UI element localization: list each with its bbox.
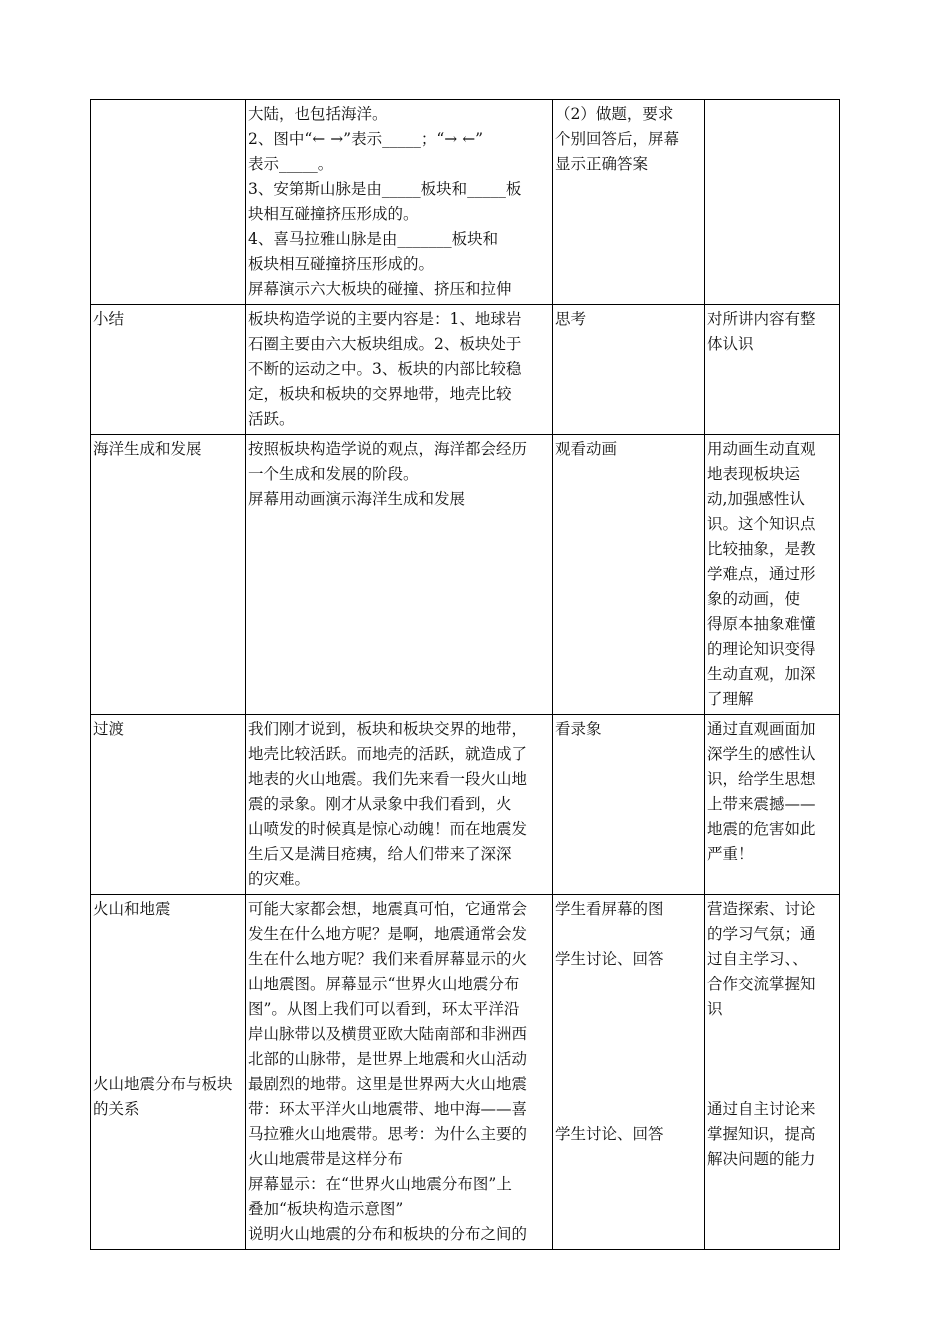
design-intent-cell [705,100,840,305]
student-activity-cell [553,305,705,435]
teacher-activity-cell [246,435,553,715]
spacer [555,1047,701,1122]
spacer [93,997,242,1072]
text-line: 2、图中“← →”表示_____；“→ ←” [248,130,484,148]
design-intent-cell [705,435,840,715]
text-line: 一个生成和发展的阶段。 [248,465,419,483]
student-activity-cell [553,100,705,305]
student-activity-cell [553,895,705,1250]
topic-label: 火山和地震 [93,900,171,918]
text-line: 对所讲内容有整 [707,310,816,328]
text-line: 叠加“板块构造示意图” [248,1200,404,1218]
teacher-activity-cell [246,715,553,895]
text-line: 动,加强感性认 [707,490,805,508]
spacer [707,1022,836,1097]
table-row [91,305,840,435]
table-row [91,100,840,305]
text-line: 的灾难。 [248,870,311,888]
text-line: （2）做题，要求 [555,105,674,123]
text-line: 象的动画，使 [707,590,801,608]
topic-cell [91,895,246,1250]
text-line: 石圈主要由六大板块组成。2、板块处于 [248,335,522,353]
topic-cell [91,100,246,305]
text-line: 掌握知识，提高 [707,1125,816,1143]
topic-label: 火山地震分布与板块 [93,1075,233,1093]
text-line: 带：环太平洋火山地震带、地中海——喜 [248,1100,528,1118]
text-line: 马拉雅火山地震带。思考：为什么主要的 [248,1125,528,1143]
text-line: 通过自主讨论来 [707,1100,816,1118]
text-line: 得原本抽象难懂 [707,615,816,633]
design-intent-cell [705,715,840,895]
text-line: 识。这个知识点 [707,515,816,533]
text-line: 定，板块和板块的交界地带，地壳比较 [248,385,512,403]
student-activity-cell [553,715,705,895]
text-line: 过自主学习、、 [707,950,808,968]
text-line: 不断的运动之中。3、板块的内部比较稳 [248,360,522,378]
text-line: 块相互碰撞挤压形成的。 [248,205,419,223]
text-line: 最剧烈的地带。这里是世界两大火山地震 [248,1075,528,1093]
text-line: 上带来震撼—— [707,795,816,813]
text-line: 说明火山地震的分布和板块的分布之间的 [248,1225,528,1243]
topic-label: 的关系 [93,1100,140,1118]
table-row [91,715,840,895]
text-line: 岸山脉带以及横贯亚欧大陆南部和非洲西 [248,1025,528,1043]
lesson-plan-table-page [90,99,839,1250]
text-line: 用动画生动直观 [707,440,816,458]
text-line: 的学习气氛；通 [707,925,816,943]
text-line: 屏幕用动画演示海洋生成和发展 [248,490,466,508]
text-line: 了理解 [707,690,754,708]
topic-label: 过渡 [93,720,125,738]
text-line: 可能大家都会想，地震真可怕，它通常会 [248,900,528,918]
text-line: 山地震图。屏幕显示“世界火山地震分布 [248,975,520,993]
text-line: 板块相互碰撞挤压形成的。 [248,255,435,273]
text-line: 地表的火山地震。我们先来看一段火山地 [248,770,528,788]
text-line: 个别回答后，屏幕 [555,130,680,148]
text-line: 解决问题的能力 [707,1150,816,1168]
text-line: 营造探索、讨论 [707,900,816,918]
text-line: 深学生的感性认 [707,745,816,763]
table-row [91,435,840,715]
text-line: 严重！ [707,845,754,863]
text-line: 体认识 [707,335,754,353]
teacher-activity-cell [246,100,553,305]
text-line: 活跃。 [248,410,295,428]
text-line: 屏幕显示：在“世界火山地震分布图”上 [248,1175,512,1193]
text-line: 板块构造学说的主要内容是：1、地球岩 [248,310,522,328]
text-line: 地表现板块运 [707,465,801,483]
text-line: 的理论知识变得 [707,640,816,658]
topic-cell [91,305,246,435]
text-line: 显示正确答案 [555,155,649,173]
text-line: 大陆，也包括海洋。 [248,105,388,123]
design-intent-cell [705,305,840,435]
text-line: 学生看屏幕的图 [555,900,664,918]
text-line: 观看动画 [555,440,618,458]
text-line: 地震的危害如此 [707,820,816,838]
text-line: 学难点，通过形 [707,565,816,583]
text-line: 学生讨论、回答 [555,1125,664,1143]
topic-cell [91,435,246,715]
text-line: 屏幕演示六大板块的碰撞、挤压和拉伸 [248,280,512,298]
text-line: 北部的山脉带，是世界上地震和火山活动 [248,1050,528,1068]
text-line: 地壳比较活跃。而地壳的活跃，就造成了 [248,745,528,763]
spacer [555,972,701,1047]
topic-cell [91,715,246,895]
text-line: 震的录象。刚才从录象中我们看到，火 [248,795,512,813]
text-line: 看录象 [555,720,602,738]
text-line: 图”。从图上我们可以看到，环太平洋沿 [248,1000,520,1018]
spacer [93,922,242,997]
text-line: 我们刚才说到，板块和板块交界的地带， [248,720,528,738]
text-line: 3、安第斯山脉是由_____板块和_____板 [248,180,522,198]
text-line: 比较抽象，是教 [707,540,816,558]
text-line: 识 [707,1000,723,1018]
topic-label: 小结 [93,310,125,328]
spacer [555,922,701,947]
lesson-plan-table [90,99,840,1250]
text-line: 发生在什么地方呢？是啊，地震通常会发 [248,925,528,943]
topic-label: 海洋生成和发展 [93,440,202,458]
text-line: 4、喜马拉雅山脉是由_______板块和 [248,230,499,248]
text-line: 合作交流掌握知 [707,975,816,993]
table-row [91,895,840,1250]
text-line: 通过直观画面加 [707,720,816,738]
teacher-activity-cell [246,305,553,435]
text-line: 生在什么地方呢？我们来看屏幕显示的火 [248,950,528,968]
text-line: 识，给学生思想 [707,770,816,788]
text-line: 生后又是满目疮痍，给人们带来了深深 [248,845,512,863]
text-line: 山喷发的时候真是惊心动魄！而在地震发 [248,820,528,838]
text-line: 火山地震带是这样分布 [248,1150,404,1168]
teacher-activity-cell [246,895,553,1250]
text-line: 生动直观，加深 [707,665,816,683]
student-activity-cell [553,435,705,715]
text-line: 思考 [555,310,587,328]
text-line: 表示_____。 [248,155,334,173]
design-intent-cell [705,895,840,1250]
text-line: 学生讨论、回答 [555,950,664,968]
text-line: 按照板块构造学说的观点，海洋都会经历 [248,440,528,458]
